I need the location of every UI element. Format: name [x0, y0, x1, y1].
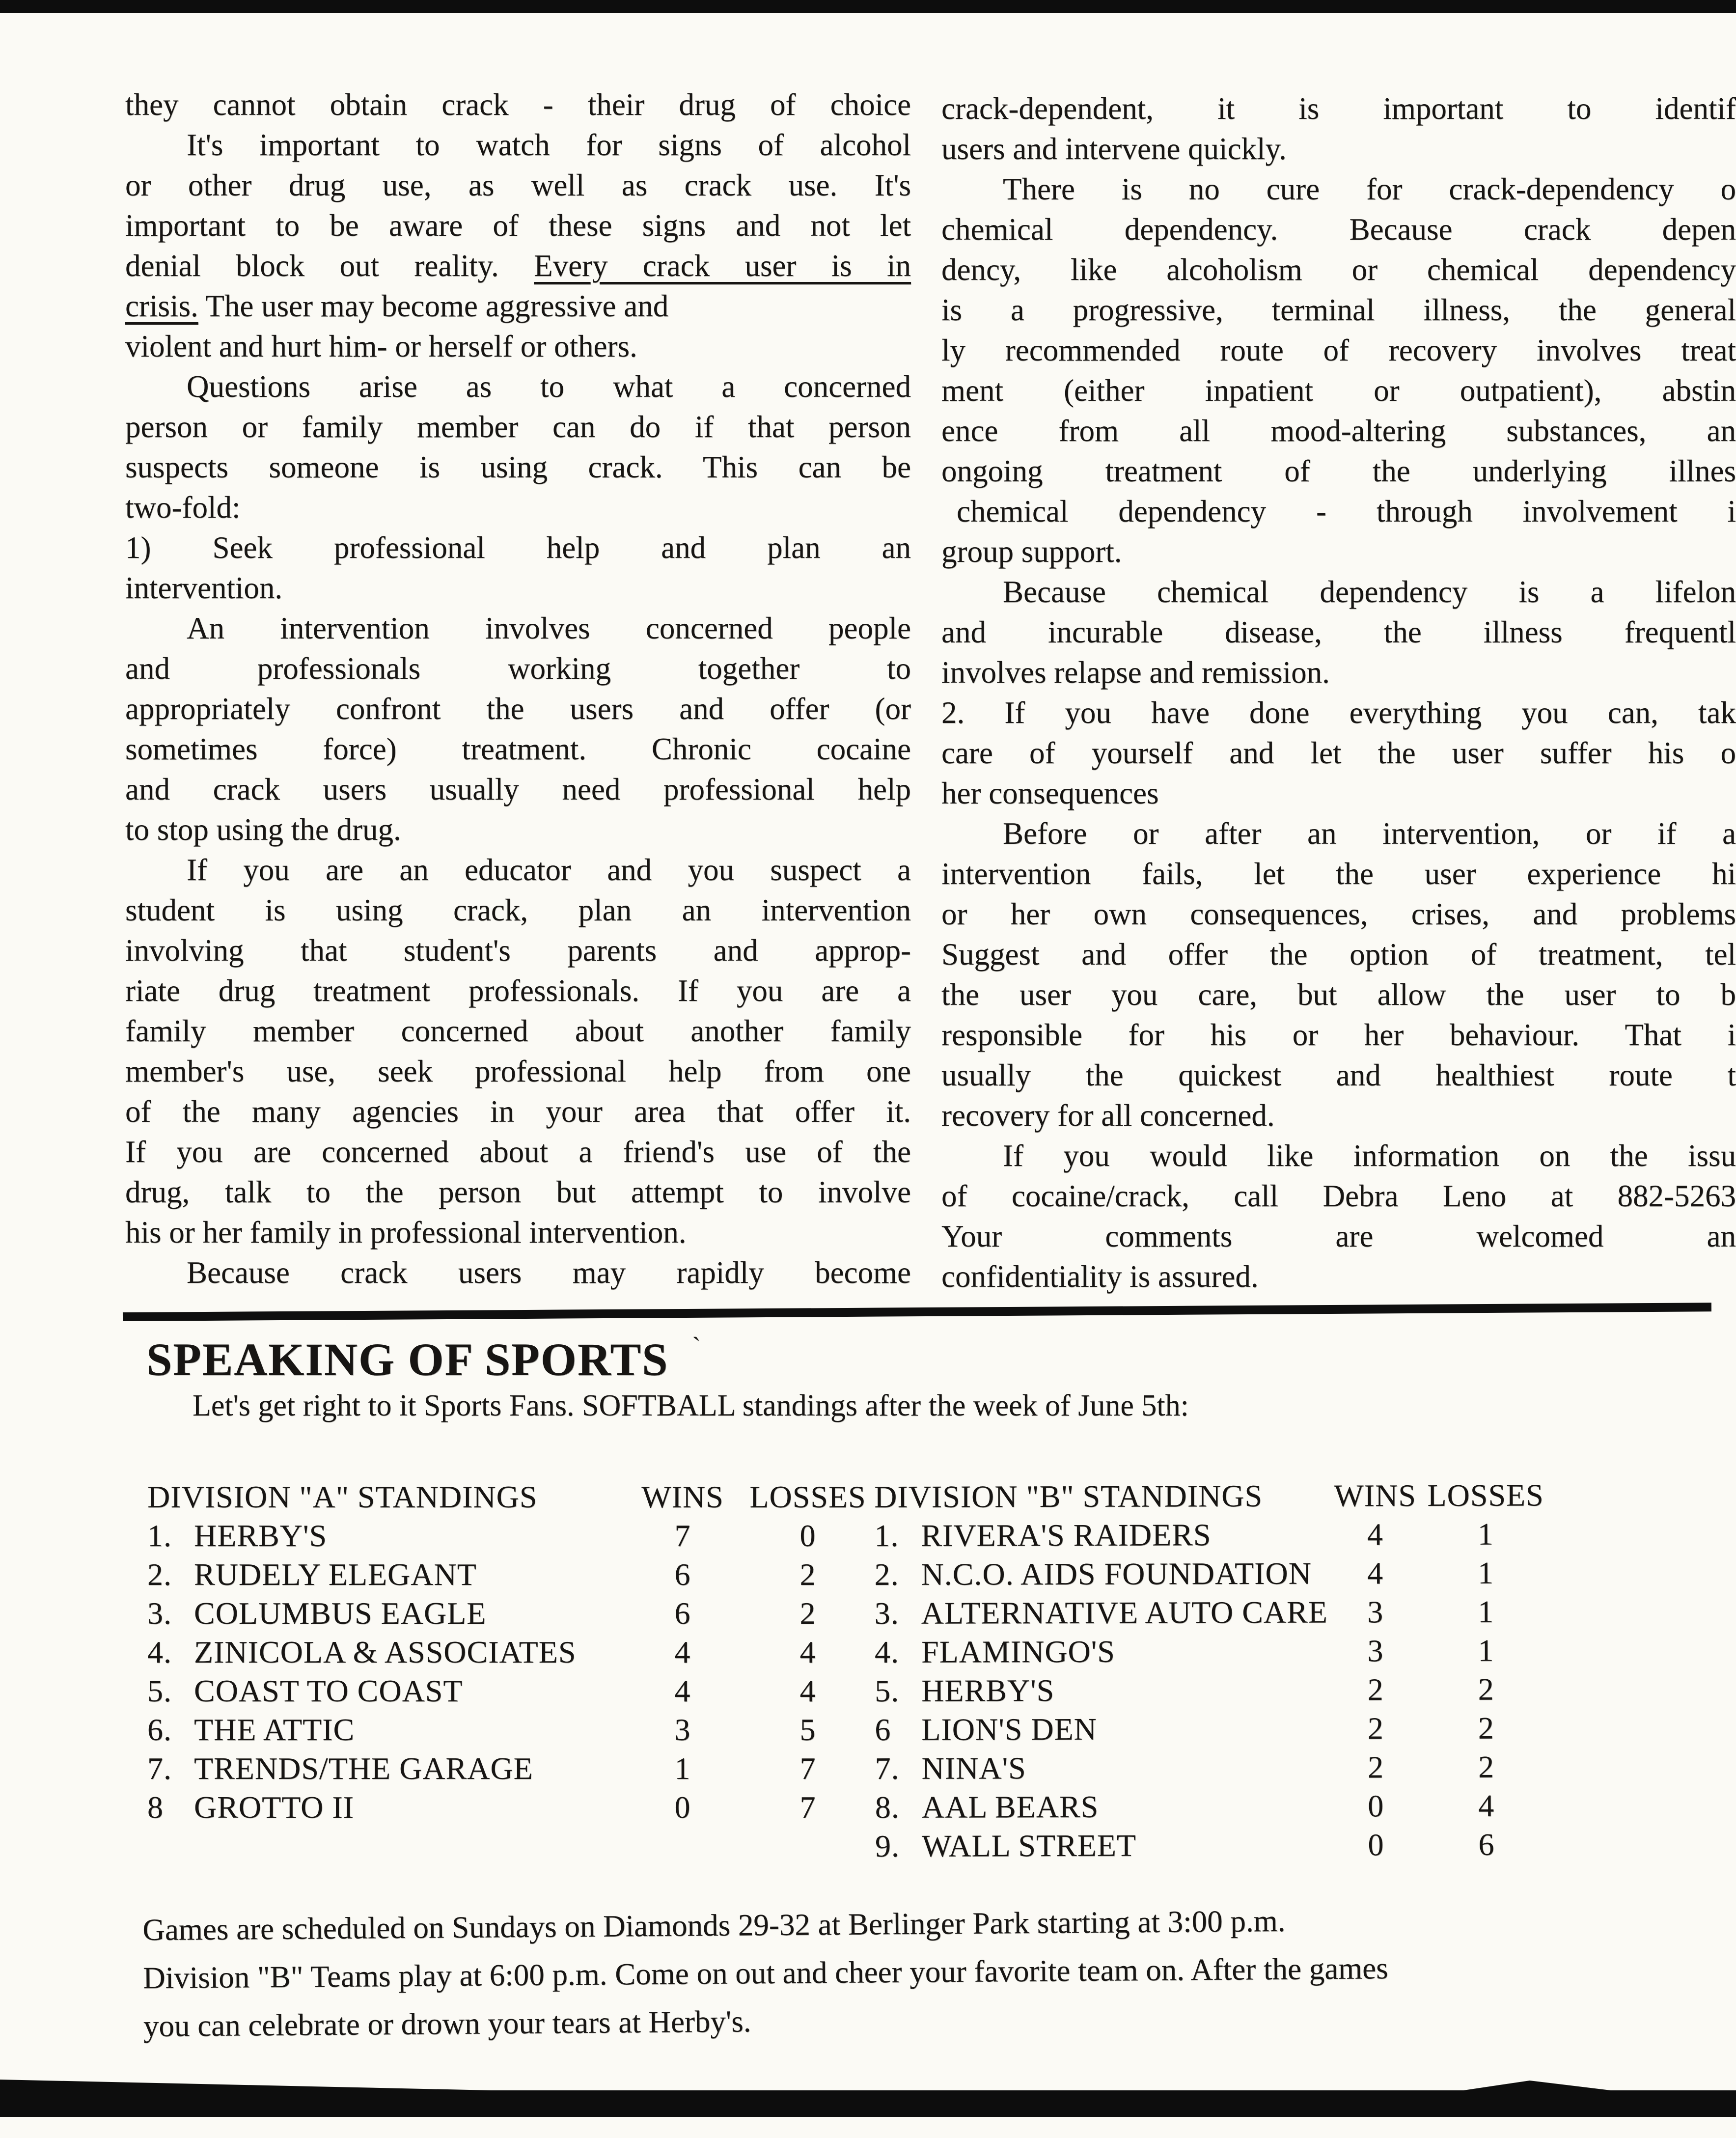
text-run: involving that student's parents and approp- — [125, 933, 911, 968]
text-run: An intervention involves concerned people — [187, 611, 911, 645]
article-right-column — [941, 88, 1736, 1297]
text-line — [125, 689, 911, 729]
standings-row — [147, 1594, 879, 1633]
text-run: her consequences — [941, 776, 1159, 810]
text-line — [941, 1095, 1736, 1136]
standings-row — [874, 1514, 1547, 1555]
text-line — [941, 129, 1736, 169]
team-rank: 8. — [875, 1789, 900, 1825]
team-name: RIVERA'S RAIDERS — [921, 1517, 1212, 1553]
schedule-line: Division "B" Teams play at 6:00 p.m. Come on out and cheer your favorite team on. After the games — [142, 1951, 1388, 1995]
text-run: important to be aware of these signs and not let — [125, 208, 911, 243]
text-run: student is using crack, plan an intervention — [125, 893, 911, 927]
team-wins: 6 — [674, 1556, 691, 1592]
text-line — [941, 1055, 1736, 1095]
text-line — [941, 934, 1736, 974]
team-rank: 2. — [147, 1556, 172, 1592]
text-line — [941, 88, 1736, 129]
text-line — [941, 491, 1736, 531]
team-rank: 9. — [875, 1828, 900, 1863]
text-run: involves relapse and remission. — [941, 655, 1330, 690]
team-rank: 5. — [147, 1673, 172, 1708]
team-wins: 7 — [674, 1518, 691, 1553]
team-wins: 2 — [1367, 1671, 1384, 1707]
standings-row — [147, 1749, 879, 1788]
team-losses: 1 — [1478, 1633, 1494, 1668]
team-name: TRENDS/THE GARAGE — [194, 1750, 533, 1786]
text-line — [125, 608, 911, 648]
article-left-column — [125, 84, 911, 1293]
underlined-text: Every crack user is in — [534, 249, 911, 283]
text-line — [125, 1212, 911, 1252]
team-name: WALL STREET — [921, 1828, 1137, 1863]
text-run: responsible for his or her behaviour. That i — [941, 1018, 1736, 1052]
team-wins: 6 — [674, 1595, 691, 1631]
text-line — [125, 1091, 911, 1132]
text-run: Questions arise as to what a concerned — [187, 369, 911, 404]
text-run: riate drug treatment professionals. If you are a — [125, 973, 911, 1008]
text-run: Because crack users may rapidly become — [187, 1255, 911, 1290]
text-run: and crack users usually need professional help — [125, 772, 911, 806]
team-losses: 2 — [799, 1595, 816, 1631]
text-line — [941, 854, 1736, 894]
team-name: NINA'S — [921, 1750, 1026, 1786]
team-name: LION'S DEN — [921, 1711, 1097, 1747]
text-line — [941, 1256, 1736, 1297]
text-line — [941, 451, 1736, 491]
text-line — [941, 693, 1736, 733]
team-losses: 4 — [799, 1673, 816, 1708]
team-losses: 1 — [1477, 1555, 1494, 1590]
text-run: users and intervene quickly. — [941, 132, 1287, 166]
division-b-title: DIVISION "B" STANDINGS — [874, 1478, 1263, 1514]
text-line — [125, 971, 911, 1011]
team-rank: 3. — [874, 1595, 899, 1631]
text-run: person or family member can do if that person — [125, 410, 911, 444]
text-line — [125, 326, 911, 366]
text-run: member's use, seek professional help from one — [125, 1054, 911, 1088]
text-line — [941, 330, 1736, 370]
text-line — [125, 568, 911, 608]
text-run: chemical dependency - through involvement i — [957, 494, 1736, 528]
text-line — [941, 1136, 1736, 1176]
team-losses: 1 — [1478, 1594, 1494, 1629]
team-rank: 1. — [874, 1518, 899, 1553]
team-rank: 8 — [147, 1789, 164, 1825]
text-line — [941, 813, 1736, 854]
team-rank: 6. — [147, 1712, 172, 1747]
text-run: and incurable disease, the illness frequentl — [941, 615, 1736, 649]
text-run: denial block out reality. — [125, 249, 534, 283]
team-wins: 4 — [1367, 1555, 1384, 1590]
division-a-table — [147, 1477, 879, 1827]
text-line — [941, 1176, 1736, 1216]
standings-row — [875, 1708, 1547, 1749]
text-line — [125, 165, 911, 205]
text-line — [941, 733, 1736, 773]
text-line — [125, 366, 911, 407]
text-run: group support. — [941, 534, 1122, 569]
team-rank: 5. — [875, 1673, 900, 1708]
text-run: and professionals working together to — [125, 651, 911, 686]
text-line — [125, 648, 911, 689]
text-run: dency, like alcoholism or chemical dependency — [941, 252, 1736, 287]
text-run: usually the quickest and healthiest route t — [941, 1058, 1736, 1092]
team-rank: 1. — [147, 1518, 172, 1553]
underlined-text: crisis. — [125, 289, 198, 323]
team-rank: 4. — [874, 1634, 900, 1669]
text-line — [941, 169, 1736, 209]
text-run: of cocaine/crack, call Debra Leno at 882-5263 — [941, 1179, 1736, 1213]
team-wins: 3 — [674, 1712, 691, 1747]
text-line — [941, 411, 1736, 451]
text-line — [125, 487, 911, 528]
text-run: intervention. — [125, 571, 283, 605]
team-wins: 1 — [674, 1750, 691, 1786]
text-line — [125, 407, 911, 447]
team-name: RUDELY ELEGANT — [194, 1556, 477, 1592]
losses-column-header: LOSSES — [749, 1479, 866, 1514]
team-wins: 4 — [1367, 1516, 1383, 1552]
text-run: two-fold: — [125, 490, 241, 525]
text-run: intervention fails, let the user experience hi — [941, 857, 1736, 891]
text-run: 2. If you have done everything you can, tak — [941, 695, 1736, 730]
text-line — [941, 974, 1736, 1015]
team-wins: 2 — [1367, 1749, 1384, 1784]
text-line — [125, 84, 911, 125]
wins-column-header: WINS — [1334, 1477, 1416, 1513]
text-line — [941, 894, 1736, 934]
text-line — [941, 652, 1736, 693]
team-name: COAST TO COAST — [194, 1673, 463, 1708]
text-line — [941, 1216, 1736, 1256]
section-divider — [123, 1303, 1711, 1321]
text-run: If you are an educator and you suspect a — [187, 853, 911, 887]
text-line — [125, 850, 911, 890]
text-line — [125, 1132, 911, 1172]
text-line — [125, 890, 911, 930]
team-wins: 4 — [674, 1634, 691, 1669]
standings-row — [875, 1669, 1547, 1710]
text-line — [125, 809, 911, 850]
team-name: N.C.O. AIDS FOUNDATION — [921, 1555, 1312, 1592]
team-name: GROTTO II — [194, 1789, 354, 1825]
text-line — [125, 1011, 911, 1051]
standings-row — [875, 1592, 1547, 1633]
team-name: ZINICOLA & ASSOCIATES — [194, 1634, 577, 1669]
team-name: THE ATTIC — [194, 1712, 355, 1747]
team-losses: 2 — [1478, 1710, 1494, 1746]
text-run: If you would like information on the issu — [1003, 1138, 1736, 1173]
team-losses: 5 — [799, 1712, 816, 1747]
text-run: Before or after an intervention, or if a — [1003, 816, 1736, 851]
standings-row — [875, 1825, 1548, 1865]
text-line — [125, 125, 911, 165]
team-wins: 2 — [1367, 1710, 1384, 1746]
text-run: or her own consequences, crises, and problems — [941, 897, 1736, 931]
standings-row — [147, 1633, 879, 1671]
standings-row — [147, 1555, 879, 1594]
team-losses: 2 — [1478, 1749, 1495, 1784]
text-line — [125, 205, 911, 246]
team-name: AAL BEARS — [921, 1789, 1099, 1825]
standings-row — [875, 1786, 1548, 1827]
text-run: appropriately confront the users and offer (or — [125, 692, 911, 726]
scan-edge-bottom — [0, 2090, 1736, 2117]
team-losses: 6 — [1478, 1827, 1495, 1862]
text-run: is a progressive, terminal illness, the general — [941, 293, 1736, 327]
text-run: 1) Seek professional help and plan an — [125, 530, 911, 565]
text-run: to stop using the drug. — [125, 812, 401, 847]
losses-column-header: LOSSES — [1427, 1477, 1544, 1513]
team-name: HERBY'S — [194, 1518, 328, 1553]
text-line — [125, 246, 911, 286]
text-line — [941, 531, 1736, 572]
division-a-header — [147, 1477, 879, 1516]
text-line — [125, 447, 911, 487]
team-rank: 7. — [147, 1750, 172, 1786]
team-rank: 6 — [875, 1712, 891, 1747]
text-run: It's important to watch for signs of alcohol — [187, 128, 911, 162]
text-run: recovery for all concerned. — [941, 1098, 1275, 1133]
division-b-table — [874, 1475, 1548, 1865]
team-name: COLUMBUS EAGLE — [194, 1595, 487, 1631]
text-run: If you are concerned about a friend's use of the — [125, 1135, 911, 1169]
team-rank: 2. — [874, 1556, 899, 1592]
text-run: his or her family in professional intervention. — [125, 1215, 687, 1249]
text-run: Suggest and offer the option of treatment, tel — [941, 937, 1736, 972]
team-rank: 7. — [875, 1750, 900, 1786]
team-losses: 0 — [799, 1518, 816, 1553]
text-line — [125, 769, 911, 809]
stray-tick-mark: ` — [692, 1333, 702, 1361]
text-run: crack-dependent, it is important to identif — [941, 91, 1736, 126]
standings-row — [147, 1671, 879, 1710]
division-a-rows — [147, 1516, 879, 1827]
sports-heading-text: SPEAKING OF SPORTS — [146, 1334, 669, 1386]
team-losses: 4 — [799, 1634, 816, 1669]
team-losses: 4 — [1478, 1788, 1495, 1823]
text-run: family member concerned about another family — [125, 1014, 911, 1048]
text-run: sometimes force) treatment. Chronic cocaine — [125, 732, 911, 766]
text-run: Your comments are welcomed an — [941, 1219, 1736, 1253]
text-run: of the many agencies in your area that offer it. — [125, 1094, 911, 1129]
text-line — [125, 930, 911, 971]
schedule-note — [142, 1893, 1690, 2050]
team-losses: 1 — [1477, 1516, 1494, 1552]
scan-edge-top — [0, 0, 1736, 13]
division-b-rows — [874, 1514, 1548, 1865]
text-run: The user may become aggressive and — [198, 289, 669, 323]
text-line — [125, 1051, 911, 1091]
text-run: ment (either inpatient or outpatient), abstin — [941, 373, 1736, 408]
text-run: suspects someone is using crack. This can be — [125, 450, 911, 484]
text-line — [125, 1252, 911, 1293]
text-run: or other drug use, as well as crack use. It's — [125, 168, 911, 202]
text-line — [941, 209, 1736, 250]
text-run: ence from all mood-altering substances, an — [941, 414, 1736, 448]
text-run: Because chemical dependency is a lifelon — [1003, 575, 1736, 609]
standings-row — [874, 1553, 1547, 1594]
team-losses: 7 — [799, 1750, 816, 1786]
text-line — [941, 773, 1736, 813]
text-line — [941, 572, 1736, 612]
text-run: care of yourself and let the user suffer his o — [941, 736, 1736, 770]
team-wins: 0 — [1368, 1788, 1384, 1823]
standings-row — [147, 1710, 879, 1749]
team-wins: 0 — [1368, 1827, 1384, 1862]
schedule-line: Games are scheduled on Sundays on Diamonds 29-32 at Berlinger Park starting at 3:00 p.m. — [142, 1903, 1286, 1947]
schedule-line: you can celebrate or drown your tears at Herby's. — [143, 2004, 751, 2043]
team-wins: 3 — [1367, 1594, 1384, 1629]
text-run: ongoing treatment of the underlying illnes — [941, 454, 1736, 488]
standings-row — [147, 1516, 879, 1555]
text-run: they cannot obtain crack - their drug of choice — [125, 87, 911, 122]
standings-row — [875, 1747, 1547, 1788]
team-wins: 0 — [674, 1789, 691, 1825]
division-b-header — [874, 1475, 1547, 1516]
text-run: chemical dependency. Because crack depen — [941, 212, 1736, 247]
text-line — [941, 250, 1736, 290]
team-name: ALTERNATIVE AUTO CARE — [921, 1594, 1328, 1631]
team-losses: 2 — [1478, 1671, 1494, 1707]
sports-heading — [146, 1332, 702, 1386]
text-line — [941, 370, 1736, 411]
text-line — [941, 612, 1736, 652]
text-run: the user you care, but allow the user to b — [941, 977, 1736, 1012]
team-rank: 4. — [147, 1634, 172, 1669]
text-line — [941, 1015, 1736, 1055]
text-run: ly recommended route of recovery involves treat — [941, 333, 1736, 367]
division-a-title: DIVISION "A" STANDINGS — [147, 1479, 538, 1514]
team-losses: 7 — [799, 1789, 816, 1825]
text-run: There is no cure for crack-dependency o — [1003, 172, 1736, 206]
text-run: violent and hurt him- or herself or others. — [125, 329, 637, 363]
team-wins: 4 — [674, 1673, 691, 1708]
sports-intro: Let's get right to it Sports Fans. SOFTBALL standings after the week of June 5th: — [193, 1389, 1189, 1422]
team-name: HERBY'S — [921, 1672, 1055, 1708]
text-run: confidentiality is assured. — [941, 1259, 1259, 1294]
text-line — [125, 1172, 911, 1212]
team-losses: 2 — [799, 1556, 816, 1592]
standings-row — [147, 1788, 879, 1827]
team-name: FLAMINGO'S — [921, 1634, 1115, 1669]
text-line — [125, 528, 911, 568]
team-wins: 3 — [1367, 1633, 1384, 1668]
wins-column-header: WINS — [641, 1479, 724, 1514]
text-line — [125, 286, 911, 326]
team-rank: 3. — [147, 1595, 172, 1631]
text-run: drug, talk to the person but attempt to involve — [125, 1175, 911, 1209]
standings-row — [875, 1631, 1547, 1671]
text-line — [941, 290, 1736, 330]
text-line — [125, 729, 911, 769]
